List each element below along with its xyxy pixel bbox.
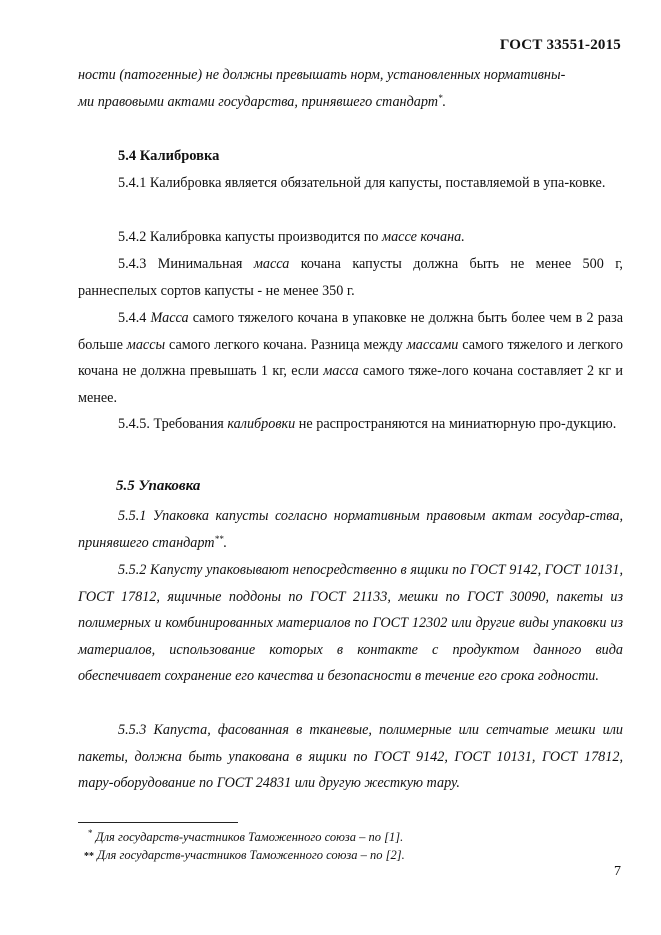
page-number: 7 — [614, 864, 621, 879]
footnote-ref-1: * — [438, 92, 443, 103]
paragraph-5-4-4 — [78, 305, 623, 411]
footnote-1-text: Для государств-участников Таможенного союза – по [1]. — [95, 830, 404, 844]
continued-text-end: . — [442, 93, 447, 110]
footnote-ref-2: ** — [214, 533, 224, 544]
footnote-1-mark: * — [88, 828, 93, 838]
p544-b: Масса — [150, 310, 189, 326]
paragraph-5-4-2-text: 5.4.2 Калибровка капусты производится по — [118, 229, 383, 245]
continued-text-line1: ности (патогенные) не должны превышать норм, установленных нормативны- — [78, 67, 566, 83]
p544-a: 5.4.4 — [118, 310, 151, 326]
p543-a: 5.4.3 Минимальная — [118, 256, 254, 272]
p544-h: масса — [323, 363, 359, 379]
p545-b: калибровки — [227, 416, 296, 432]
footnote-2-mark: ** — [84, 851, 94, 862]
p544-f: массами — [406, 336, 459, 353]
footnote-2-text: Для государств-участников Таможенного союза – по [2]. — [97, 848, 405, 862]
section-heading-5-5: 5.5 Упаковка — [116, 478, 201, 494]
paragraph-5-5-2: 5.5.2 Капусту упаковывают непосредственно в ящики по ГОСТ 9142, ГОСТ 10131, ГОСТ 17812, ящичные поддоны по ГОСТ 21133, мешки по ГОСТ 30090, пакеты из полимерных и комбинированных материалов по ГОСТ 12302 или другие виды упаковки из материалов, использование которых в контакте с продуктом данного вида обеспечивает сохранение его качества и безопасности в течение его срока годности. — [78, 562, 623, 684]
section-heading-5-4: 5.4 Калибровка — [118, 148, 220, 164]
p544-e: самого легкого кочана. Разница между — [165, 336, 407, 353]
footnote-2 — [84, 848, 405, 863]
continued-paragraph — [78, 62, 623, 115]
paragraph-5-4-5 — [78, 411, 623, 438]
document-code-header: ГОСТ 33551-2015 — [499, 37, 621, 53]
p545-a: 5.4.5. Требования — [118, 416, 228, 432]
paragraph-5-4-2-emph: массе кочана. — [382, 229, 465, 245]
p544-c: самого тяжелого кочана в упаковке не должна быть более чем в 2 раза больше — [78, 310, 624, 353]
p544-d: массы — [126, 336, 166, 353]
continued-text-line2: ми правовыми актами государства, принявшего стандарт — [78, 93, 439, 110]
paragraph-5-4-1: 5.4.1 Калибровка является обязательной для капусты, поставляемой в упа-ковке. — [118, 175, 606, 191]
p551-text: 5.5.1 Упаковка капусты согласно нормативным правовым актам государ-ства, принявшего стандарт — [78, 508, 623, 551]
footnote-1 — [88, 830, 403, 845]
paragraph-5-5-3: 5.5.3 Капуста, фасованная в тканевые, полимерные или сетчатые мешки или пакеты, должна быть упакована в ящики по ГОСТ 9142, ГОСТ 10131, ГОСТ 17812, тару-оборудование по ГОСТ 24831 или другую жесткую тару. — [78, 722, 623, 791]
p543-b: масса — [253, 256, 290, 272]
p545-c: не распространяются на миниатюрную про-дукцию. — [295, 416, 617, 432]
p544-i: самого тяже-лого кочана составляет 2 кг и менее. — [78, 363, 623, 406]
footnote-divider — [78, 822, 238, 823]
paragraph-5-4-3 — [78, 251, 623, 304]
paragraph-5-5-1 — [78, 503, 623, 556]
p551-end: . — [223, 534, 228, 551]
p544-g: самого тяжелого и легкого кочана не должна превышать 1 кг, если — [78, 336, 623, 379]
p543-c: кочана капусты должна быть не менее 500 г, раннеспелых сортов капусты - не менее 350 г. — [78, 256, 623, 299]
paragraph-5-4-2 — [78, 224, 623, 251]
